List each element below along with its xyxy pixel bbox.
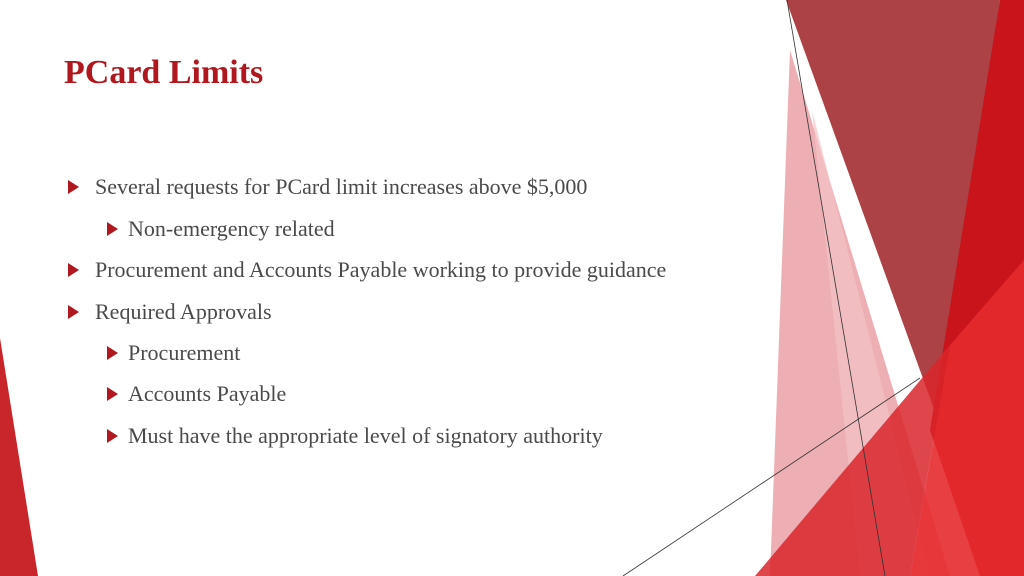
bullet-text: Must have the appropriate level of signatory authority xyxy=(128,423,603,448)
bullet-arrow-icon xyxy=(107,222,118,236)
bullet-text: Required Approvals xyxy=(95,299,272,324)
left-edge-accent xyxy=(0,338,38,576)
bullet-text: Accounts Payable xyxy=(128,381,287,406)
bullet-arrow-icon xyxy=(107,429,118,443)
bullet-text: Procurement and Accounts Payable working to provide guidance xyxy=(95,257,667,282)
slide-title: PCard Limits xyxy=(64,54,264,91)
bullet-arrow-icon xyxy=(68,263,79,277)
bullet-arrow-icon xyxy=(107,346,118,360)
bullet-arrow-icon xyxy=(68,180,79,194)
bullet-arrow-icon xyxy=(68,305,79,319)
bullet-text: Several requests for PCard limit increases above $5,000 xyxy=(95,174,588,199)
bullet-text: Non-emergency related xyxy=(128,216,335,241)
bullet-arrow-icon xyxy=(107,387,118,401)
bullet-text: Procurement xyxy=(128,340,241,365)
